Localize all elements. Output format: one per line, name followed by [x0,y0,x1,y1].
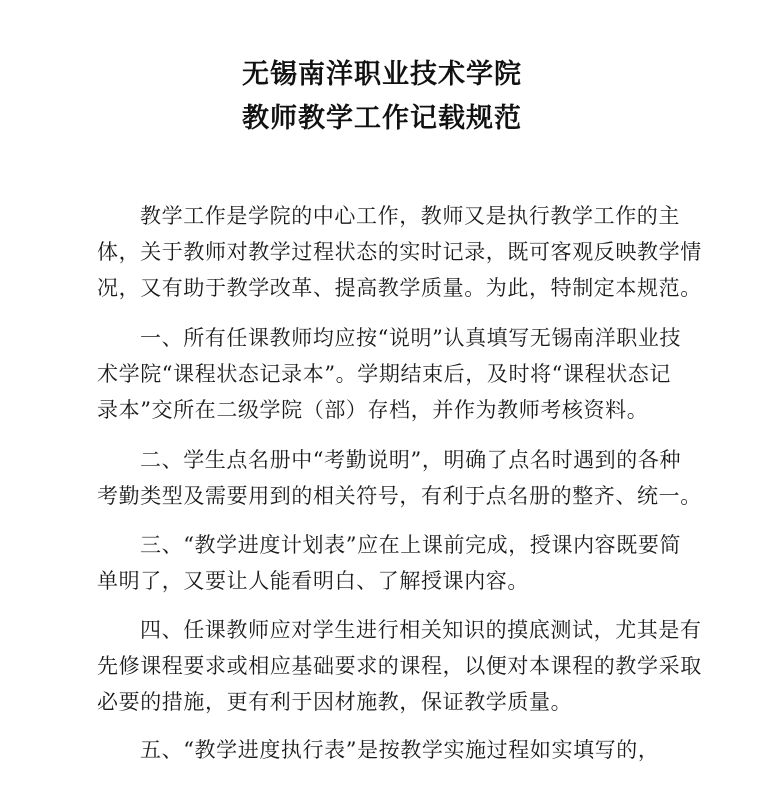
section-2-line-1: 二、学生点名册中“考勤说明”，明确了点名时遇到的各种 [140,448,682,472]
section-4-line-1: 四、任课教师应对学生进行相关知识的摸底测试，尤其是有 [140,618,702,642]
section-3-line-1: 三、“教学进度计划表”应在上课前完成，授课内容既要简 [140,533,682,557]
intro-line-2: 体，关于教师对教学过程状态的实时记录，既可客观反映教学情 [97,240,702,264]
section-2-line-2: 考勤类型及需要用到的相关符号，有利于点名册的整齐、统一。 [97,484,702,508]
document-title-school: 无锡南洋职业技术学院 [242,59,522,90]
section-1-line-1: 一、所有任课教师均应按“说明”认真填写无锡南洋职业技 [140,326,682,350]
intro-line-1: 教学工作是学院的中心工作，教师又是执行教学工作的主 [140,204,680,228]
section-4-line-3: 必要的措施，更有利于因材施教，保证教学质量。 [97,690,573,714]
section-4-line-2: 先修课程要求或相应基础要求的课程，以便对本课程的教学采取 [97,654,702,678]
section-1-line-2: 术学院“课程状态记录本”。学期结束后，及时将“课程状态记 [97,362,672,386]
section-3-line-2: 单明了，又要让人能看明白、了解授课内容。 [97,569,529,593]
intro-line-3: 况，又有助于教学改革、提高教学质量。为此，特制定本规范。 [97,276,702,300]
document-title-regulation: 教师教学工作记载规范 [242,103,522,134]
section-1-line-3: 录本”交所在二级学院（部）存档，并作为教师考核资料。 [97,398,649,422]
section-5-line-1: 五、“教学进度执行表”是按教学实施过程如实填写的， [140,738,660,762]
